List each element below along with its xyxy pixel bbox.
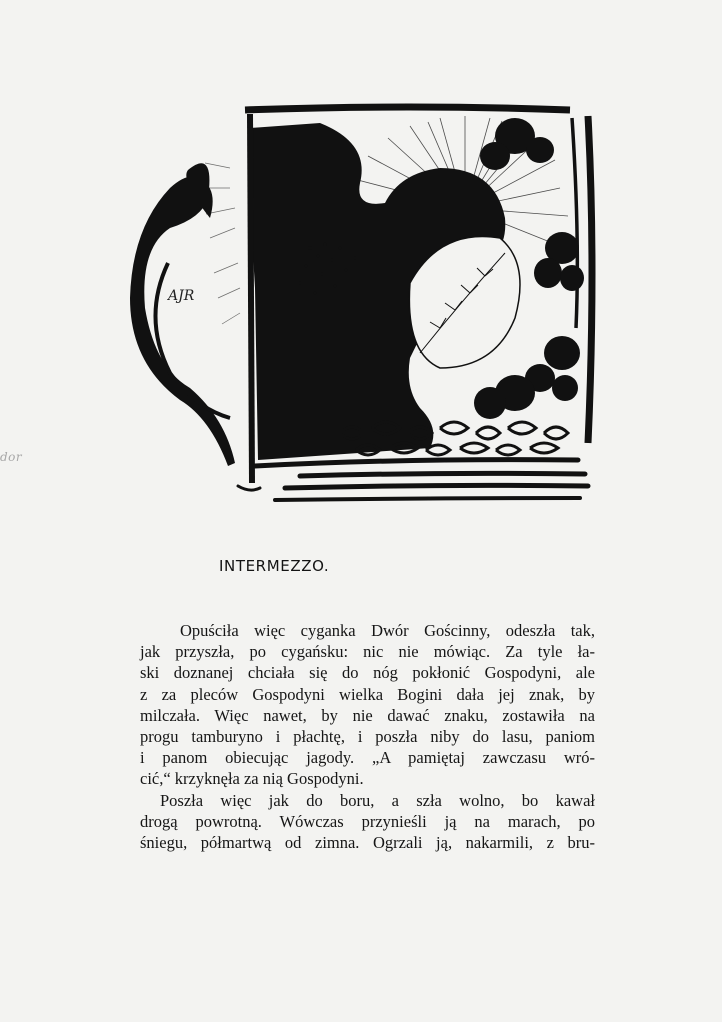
text-line: ski doznanej chciała się do nóg pokłonić Gospodyni, ale bbox=[140, 663, 595, 683]
frame-top bbox=[245, 107, 570, 110]
body-text bbox=[140, 620, 595, 853]
curl-ornament bbox=[130, 163, 235, 466]
decorative-illustration bbox=[110, 88, 605, 513]
frame-right bbox=[588, 116, 592, 443]
text-line: progu tamburyno i płachtę, i poszła niby do lasu, paniom bbox=[140, 727, 595, 747]
frame-left bbox=[250, 114, 252, 483]
text-line: cić,“ krzyknęła za nią Gospodyni. bbox=[140, 769, 364, 789]
text-line: i panom obiecując jagody. „A pamiętaj zawczasu wró- bbox=[140, 748, 595, 768]
text-line: milczała. Więc nawet, by nie dawać znaku, zostawiła na bbox=[140, 705, 595, 725]
text-line: Opuściła więc cyganka Dwór Gościnny, odeszła tak, bbox=[180, 621, 595, 640]
text-line: śniegu, półmartwą od zimna. Ogrzali ją, nakarmili, z bru- bbox=[140, 833, 595, 853]
margin-note: dor bbox=[0, 450, 23, 464]
text-line: drogą powrotną. Wówczas przynieśli ją na marach, po bbox=[140, 811, 595, 831]
chapter-title: INTERMEZZO. bbox=[219, 557, 330, 575]
text-line: Poszła więc jak do boru, a szła wolno, bo kawał bbox=[160, 790, 595, 810]
artist-signature: AJR bbox=[168, 288, 195, 304]
text-line: jak przyszła, po cygańsku: nic nie mówiąc. Za tyle ła- bbox=[140, 642, 595, 662]
text-line: z za pleców Gospodyni wielka Bogini dała jej znak, by bbox=[140, 684, 595, 704]
bottom-stripes bbox=[238, 460, 588, 500]
